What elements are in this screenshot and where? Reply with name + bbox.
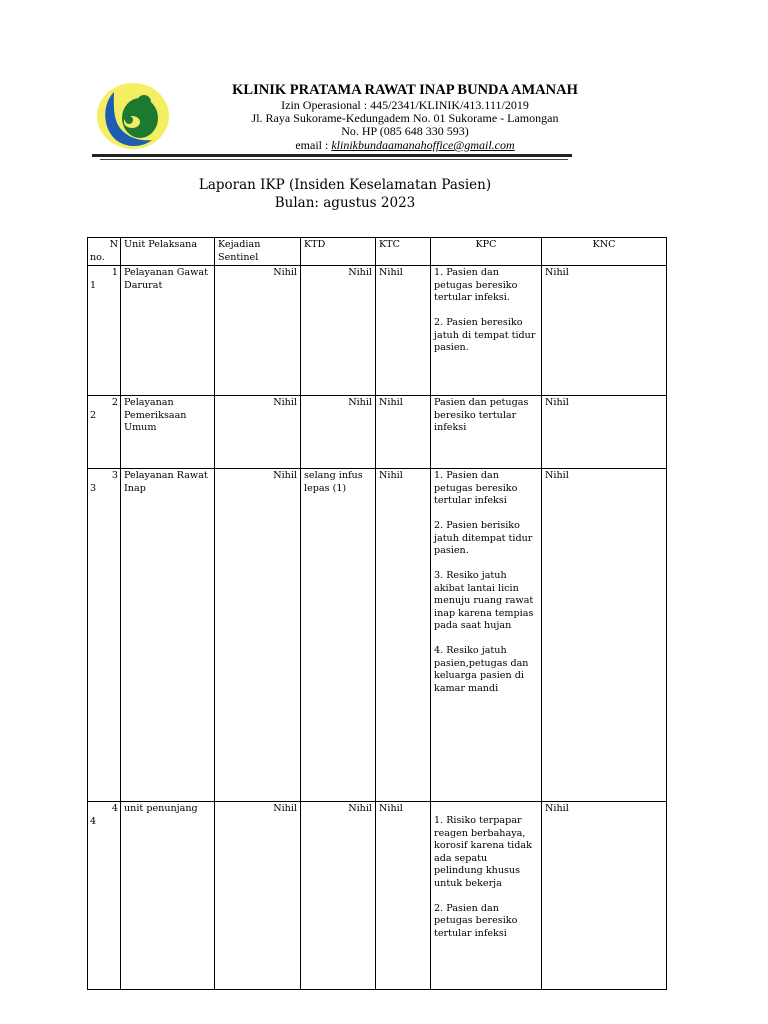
knc-cell: Nihil	[542, 802, 667, 990]
report-title: Laporan IKP (Insiden Keselamatan Pasien)	[198, 177, 492, 193]
knc-cell: Nihil	[542, 266, 667, 396]
row-number: 4 4	[88, 802, 121, 990]
report-period: Bulan: agustus 2023	[274, 195, 416, 211]
sentinel-cell: Nihil	[215, 802, 301, 990]
kpc-cell: 1. Pasien dan petugas beresiko tertular infeksi 2. Pasien berisiko jatuh ditempat tidur pasien. 3. Resiko jatuh akibat lantai licin menuju ruang rawat inap karena tempias pada saat hujan 4. Resiko jatuh pasien,petugas dan keluarga pasien di kamar mandi	[431, 469, 542, 802]
knc-cell: Nihil	[542, 469, 667, 802]
kpc-cell: 1. Risiko terpapar reagen berbahaya, korosif karena tidak ada sepatu pelindung khusus untuk bekerja 2. Pasien dan petugas beresiko tertular infeksi	[431, 802, 542, 990]
header-kpc: KPC	[431, 238, 542, 266]
header-ktd: KTD	[301, 238, 376, 266]
sentinel-cell: Nihil	[215, 266, 301, 396]
clinic-address: Jl. Raya Sukorame-Kedungadem No. 01 Sukorame - Lamongan	[251, 111, 559, 125]
row-number: 1 1	[88, 266, 121, 396]
clinic-name: KLINIK PRATAMA RAWAT INAP BUNDA AMANAH	[232, 82, 578, 98]
clinic-email-line	[170, 138, 640, 153]
table-row	[88, 266, 667, 396]
table-row	[88, 396, 667, 469]
ktd-cell: selang infus lepas (1)	[301, 469, 376, 802]
ktd-cell: Nihil	[301, 266, 376, 396]
unit-cell: unit penunjang	[121, 802, 215, 990]
ktc-cell: Nihil	[376, 469, 431, 802]
knc-cell: Nihil	[542, 396, 667, 469]
sentinel-cell: Nihil	[215, 469, 301, 802]
row-number: 2 2	[88, 396, 121, 469]
ktc-cell: Nihil	[376, 396, 431, 469]
email-link[interactable]: klinikbundaamanahoffice@gmail.com	[331, 138, 515, 152]
ktd-cell: Nihil	[301, 802, 376, 990]
header-unit: Unit Pelaksana	[121, 238, 215, 266]
email-label: email :	[295, 138, 329, 152]
table-header-row	[88, 238, 667, 266]
unit-cell: Pelayanan Rawat Inap	[121, 469, 215, 802]
table-row	[88, 802, 667, 990]
clinic-logo	[96, 82, 170, 150]
unit-cell: Pelayanan Pemeriksaan Umum	[121, 396, 215, 469]
header-sentinel: Kejadian Sentinel	[215, 238, 301, 266]
ktd-cell: Nihil	[301, 396, 376, 469]
sentinel-cell: Nihil	[215, 396, 301, 469]
clinic-phone: No. HP (085 648 330 593)	[341, 124, 469, 138]
header-no: N no.	[88, 238, 121, 266]
header-divider-thin	[100, 159, 568, 160]
header-divider-thick	[92, 154, 572, 157]
ktc-cell: Nihil	[376, 266, 431, 396]
row-number: 3 3	[88, 469, 121, 802]
kpc-cell: Pasien dan petugas beresiko tertular infeksi	[431, 396, 542, 469]
ikp-table	[87, 237, 667, 990]
header-ktc: KTC	[376, 238, 431, 266]
kpc-cell: 1. Pasien dan petugas beresiko tertular infeksi. 2. Pasien beresiko jatuh di tempat tidur pasien.	[431, 266, 542, 396]
license-number: Izin Operasional : 445/2341/KLINIK/413.111/2019	[281, 98, 529, 112]
table-row	[88, 469, 667, 802]
header-knc: KNC	[542, 238, 667, 266]
unit-cell: Pelayanan Gawat Darurat	[121, 266, 215, 396]
ktc-cell: Nihil	[376, 802, 431, 990]
